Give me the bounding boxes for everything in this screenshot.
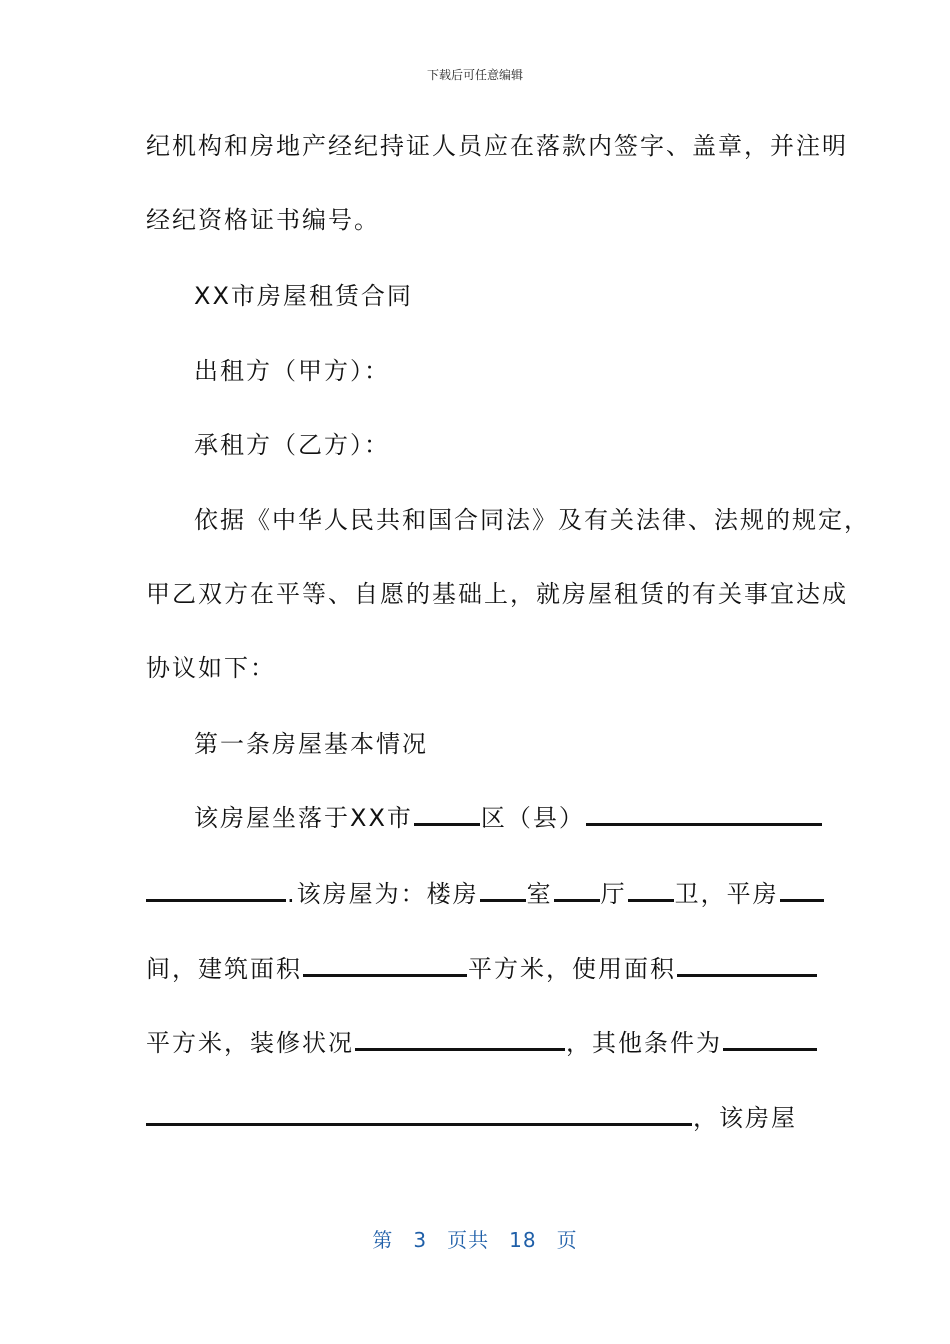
- paragraph-line: 甲乙双方在平等、自愿的基础上，就房屋租赁的有关事宜达成: [146, 580, 848, 608]
- form-line-layout: [146, 878, 825, 910]
- blank-rooms[interactable]: [480, 879, 526, 902]
- blank-address-cont[interactable]: [146, 879, 286, 902]
- form-line-other: [146, 1102, 797, 1134]
- form-text: 厅: [600, 880, 627, 908]
- form-text: 平方米，装修状况: [146, 1029, 354, 1057]
- footer-prefix: 第: [372, 1228, 394, 1252]
- blank-address[interactable]: [586, 803, 822, 826]
- form-text: 间，建筑面积: [146, 955, 302, 983]
- form-text: 卫，平房: [674, 880, 779, 908]
- blank-baths[interactable]: [628, 879, 674, 902]
- blank-bungalow[interactable]: [780, 879, 824, 902]
- blank-other-conditions-cont[interactable]: [146, 1103, 692, 1126]
- lessee-label: 承租方（乙方）：: [194, 431, 390, 459]
- form-text: .该房屋为：楼房: [287, 880, 479, 908]
- form-line-decoration: [146, 1027, 818, 1059]
- paragraph-line: 经纪资格证书编号。: [146, 206, 380, 234]
- form-text: 平方米，使用面积: [468, 955, 676, 983]
- blank-other-conditions[interactable]: [723, 1028, 817, 1051]
- contract-title: XX市房屋租赁合同: [194, 282, 413, 310]
- form-line-area: [146, 953, 818, 985]
- form-text: 区（县）: [480, 804, 585, 832]
- footer-suffix: 页: [556, 1228, 578, 1252]
- blank-decoration[interactable]: [355, 1028, 565, 1051]
- article-heading: 第一条房屋基本情况: [194, 730, 428, 758]
- blank-halls[interactable]: [554, 879, 600, 902]
- footer-middle: 页共: [447, 1228, 490, 1252]
- paragraph-line: 协议如下：: [146, 654, 276, 682]
- paragraph-line: 纪机构和房地产经纪持证人员应在落款内签字、盖章，并注明: [146, 132, 848, 160]
- blank-building-area[interactable]: [303, 954, 467, 977]
- total-pages: 18: [509, 1228, 537, 1252]
- lessor-label: 出租方（甲方）：: [194, 357, 390, 385]
- blank-usable-area[interactable]: [677, 954, 817, 977]
- form-line-location: [194, 802, 823, 834]
- form-text: 室: [526, 880, 553, 908]
- form-text: ，其他条件为: [566, 1029, 722, 1057]
- paragraph-line: 依据《中华人民共和国合同法》及有关法律、法规的规定，: [194, 506, 870, 534]
- blank-district[interactable]: [414, 803, 480, 826]
- page-number: 3: [413, 1228, 428, 1252]
- form-text: 该房屋坐落于XX市: [194, 804, 413, 832]
- form-text: ，该房屋: [693, 1104, 797, 1132]
- page-footer: [0, 1224, 950, 1253]
- page-header: 下载后可任意编辑: [426, 68, 523, 82]
